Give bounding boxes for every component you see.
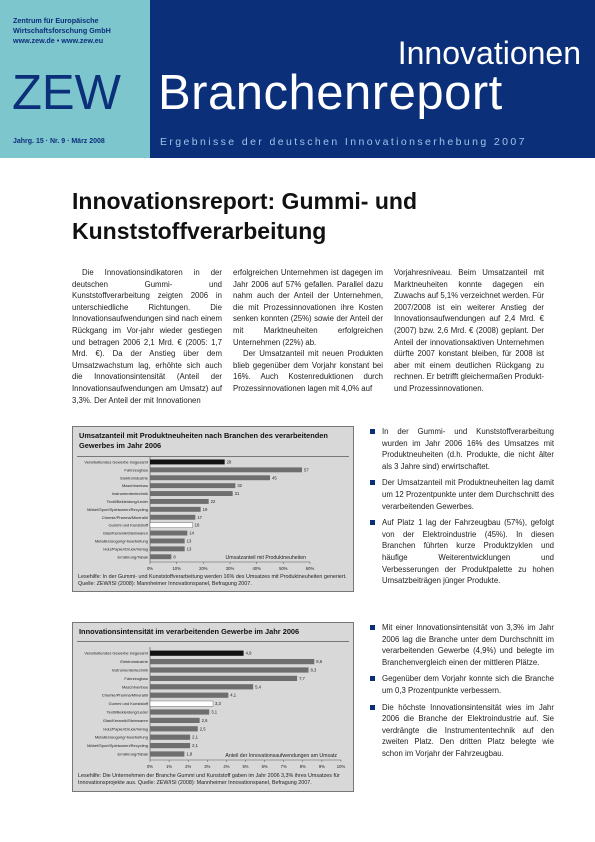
category-label: Gummi und Kunststoff <box>108 701 148 707</box>
bar <box>150 651 244 656</box>
series-small: Innovationen <box>397 35 581 71</box>
bar-value-label: 2,1 <box>192 743 198 749</box>
bar-value-label: 32 <box>237 483 243 489</box>
bar-value-label: 7,7 <box>299 675 305 681</box>
category-label: Holz/Papier/Druck/Verlag <box>103 726 148 732</box>
bar <box>150 726 198 731</box>
bar-value-label: 28 <box>226 459 232 465</box>
bar <box>150 667 309 672</box>
bar <box>150 743 190 748</box>
bar <box>150 539 185 544</box>
bar <box>150 546 185 551</box>
bar <box>150 499 209 504</box>
bar-value-label: 8 <box>173 554 176 560</box>
bar-value-label: 14 <box>189 530 195 536</box>
bar <box>150 475 270 480</box>
body-column-3 <box>394 267 544 395</box>
bar-value-label: 31 <box>234 491 240 497</box>
category-label: Glas/Keramik/Steinwaren <box>102 530 148 536</box>
x-tick-label: 9% <box>318 764 325 769</box>
bar-value-label: 1,8 <box>186 751 193 757</box>
x-tick-label: 2% <box>185 764 192 769</box>
category-label: Verarbeitendes Gewerbe insgesamt <box>84 650 148 656</box>
category-label: Metallerzeugung/-bearbeitung <box>94 538 148 544</box>
bar-value-label: 5,4 <box>255 684 261 690</box>
bar-value-label: 2,6 <box>201 717 208 723</box>
bar-value-label: 57 <box>304 467 309 473</box>
category-label: Holz/Papier/Druck/Verlag <box>103 546 148 552</box>
bar <box>150 735 190 740</box>
bar <box>150 523 193 528</box>
x-tick-label: 40% <box>252 566 261 571</box>
category-label: Verarbeitendes Gewerbe insgesamt <box>84 459 148 465</box>
institute-line: Wirtschaftsforschung GmbH <box>13 26 111 35</box>
bar <box>150 531 187 536</box>
page-title: Innovationsreport: Gummi- und Kunststoffverarbeitung <box>72 188 417 244</box>
x-tick-label: 6% <box>261 764 268 769</box>
x-axis-label: Umsatzanteil mit Produktneuheiten <box>225 555 306 561</box>
institute-line: Zentrum für Europäische <box>13 16 99 25</box>
bullet-item: Gegenüber dem Vorjahr konnte sich die Branche um 0,3 Prozentpunkte verbessern. <box>370 673 554 696</box>
bar <box>150 483 235 488</box>
chart-1-box <box>72 426 354 592</box>
issue-info: Jahrg. 15 · Nr. 9 · März 2008 <box>13 138 105 145</box>
category-label: Elektroindustrie <box>120 475 148 481</box>
bar-value-label: 13 <box>186 546 192 552</box>
category-label: Chemie/Pharma/Mineralöl <box>101 692 148 698</box>
institute-info <box>13 16 111 46</box>
bar-value-label: 8,6 <box>316 659 323 665</box>
x-tick-label: 4% <box>223 764 230 769</box>
bar-value-label: 8,3 <box>310 667 317 673</box>
bar-value-label: 13 <box>186 538 192 544</box>
paragraph: Der Umsatzanteil mit neuen Produkten blieb gegenüber dem Vorjahr konstant bei 16%. Auch Kostenreduktionen durch Prozessinnovationen lagen mit 4,0% auf <box>233 349 383 393</box>
category-label: Glas/Keramik/Steinwaren <box>102 717 148 723</box>
bar-value-label: 4,1 <box>230 692 237 698</box>
bar <box>150 515 195 520</box>
category-label: Möbel/Sport/Spielwaren/Recycling <box>87 743 148 749</box>
bullet-item: Mit einer Innovationsintensität von 3,3% im Jahr 2006 lag die Branche unter dem Durchschnitt im verarbeitenden Gewerbe (4,9%) und belegte im Branchenvergleich einen der mittleren Plätze. <box>370 622 554 668</box>
x-tick-label: 7% <box>280 764 287 769</box>
chart-2-box <box>72 622 354 792</box>
category-label: Instrumententechnik <box>111 491 148 497</box>
bullet-item: Der Umsatzanteil mit Produktneuheiten lag damit um 12 Prozentpunkte unter dem Durchschnitt des verarbeitenden Gewerbes. <box>370 477 554 512</box>
x-tick-label: 20% <box>199 566 208 571</box>
bar <box>150 676 297 681</box>
x-tick-label: 10% <box>336 764 346 769</box>
bar-value-label: 16 <box>194 522 200 528</box>
bar-value-label: 3,3 <box>215 701 221 707</box>
chart-1-title: Umsatzanteil mit Produktneuheiten nach Branchen des verarbeitenden Gewerbes im Jahr 2006 <box>79 431 328 450</box>
body-column-2 <box>233 267 383 395</box>
bar <box>150 507 201 512</box>
chart-2-title: Innovationsintensität im verarbeitenden Gewerbe im Jahr 2006 <box>79 627 300 636</box>
category-label: Chemie/Pharma/Mineralöl <box>101 514 148 520</box>
bullet-item: Die höchste Innovationsintensität wies im Jahr 2006 die Branche der Elektroindustrie auf. Sie verdrängte die Instrumententechnik auf den zweiten Platz. Den dritten Platz belegte wie schon im Vorjahr der Fahrzeugbau. <box>370 702 554 760</box>
chart-2-svg <box>73 643 353 772</box>
x-tick-label: 0% <box>146 764 154 769</box>
bar-value-label: 2,5 <box>199 726 206 732</box>
category-label: Fahrzeugbau <box>124 467 148 473</box>
category-label: Metallerzeugung/-bearbeitung <box>94 734 148 740</box>
bar-value-label: 22 <box>210 498 216 504</box>
bar <box>150 751 184 756</box>
body-column-1 <box>72 267 222 406</box>
bar-value-label: 4,9 <box>245 650 252 656</box>
subheading: Ergebnisse der deutschen Innovationserhebung 2007 <box>160 136 527 148</box>
bar <box>150 693 228 698</box>
paragraph: erfolgreichen Unternehmen ist dagegen im Jahr 2006 auf 57% gefallen. Parallel dazu nahm auch der Anteil der Unternehmen, die mit Prozessinnovationen ihre Kosten senken konnten (25%) sowie der Anteil der mit Marktneuheiten erfolgreichen Unternehmen (22%) ab. <box>233 268 383 347</box>
divider <box>77 641 349 642</box>
bullet-item: Auf Platz 1 lag der Fahrzeugbau (57%), gefolgt von der Elektroindustrie (45%). In diesen Branchen führten kurze Produktzyklen und häufige Weiterentwicklungen und Verbesserungen der Produktpalette zu hohen Umsatzbeiträgen jünger Produkte. <box>370 517 554 587</box>
paragraph: Die Innovationsindikatoren in der deutschen Gummi- und Kunststoffverarbeitung zeigten 2006 in unterschiedliche Richtungen. Die Innovationsaufwendungen sind nach einem Rückgang im Vor-jahr wieder gestiegen und betragen 2006 2,1 Mrd. € (2005: 1,7 Mrd. €). Da der Anstieg über dem Umsatzwachstum lag, erhöhte sich auch die Innovationsintensität (Anteil der Innovationsaufwendungen am Umsatz) auf 3,3%. Der Anteil der mit Innovationen <box>72 268 222 405</box>
category-label: Instrumententechnik <box>111 667 148 673</box>
x-tick-label: 60% <box>305 566 315 571</box>
institute-url: www.zew.de • www.zew.eu <box>13 36 104 45</box>
bar-value-label: 17 <box>197 514 203 520</box>
series-large: Branchenreport <box>158 66 503 120</box>
category-label: Maschinenbau <box>121 483 148 489</box>
category-label: Textil/Bekleidung/Leder <box>106 709 148 715</box>
x-tick-label: 50% <box>279 566 288 571</box>
category-label: Ernährung/Tabak <box>117 751 148 757</box>
bar-value-label: 3,1 <box>211 709 218 715</box>
chart-1-caption: Lesehilfe: In der Gummi- und Kunststoffverarbeitung werden 16% des Umsatzes mit Produktneuheiten generiert. Quelle: ZEW/ISI (2008): Mannheimer Innovationspanel, Befragung 2007. <box>78 574 347 587</box>
category-label: Ernährung/Tabak <box>117 554 148 560</box>
paragraph: Vorjahresniveau. Beim Umsatzanteil mit Marktneuheiten konnte dagegen ein Zuwachs auf 5,1% verzeichnet werden. Für 2007/2008 ist ein weiterer Anstieg der Innovationsaufwendungen auf 2,4 Mrd. € (2007) bzw. 2,6 Mrd. € (2008) geplant. Der Anteil der innovationsaktiven Unternehmen dürfte 2007 konstant bleiben, für 2008 ist aber mit einem deutlichen Rückgang zu rechnen. Er betrifft gleichermaßen Produkt- und Prozessinnovationen. <box>394 268 544 393</box>
bar <box>150 718 200 723</box>
category-label: Maschinenbau <box>121 684 148 690</box>
chart-1-svg <box>73 457 353 573</box>
chart-2-caption: Lesehilfe: Die Unternehmen der Branche Gummi und Kunststoff gaben im Jahr 2006 3,3% ihres Umsatzes für Innovationsprojekte aus. Quelle: ZEW/ISI (2008): Mannheimer Innovationspanel, Befragung 2007. <box>78 773 340 786</box>
category-label: Gummi und Kunststoff <box>108 522 148 528</box>
zew-logo: ZEW <box>12 66 121 120</box>
category-label: Textil/Bekleidung/Leder <box>106 498 148 504</box>
category-label: Möbel/Sport/Spielwaren/Recycling <box>87 506 148 512</box>
bullet-list-2 <box>370 622 554 765</box>
bar <box>150 659 314 664</box>
bar <box>150 709 209 714</box>
bar-value-label: 45 <box>272 475 277 481</box>
category-label: Elektroindustrie <box>120 659 148 665</box>
x-tick-label: 10% <box>172 566 181 571</box>
x-tick-label: 1% <box>166 764 173 769</box>
x-tick-label: 5% <box>242 764 249 769</box>
bar <box>150 491 233 496</box>
x-tick-label: 8% <box>299 764 306 769</box>
category-label: Fahrzeugbau <box>124 675 148 681</box>
x-tick-label: 0% <box>146 566 154 571</box>
bullet-list-1 <box>370 426 554 592</box>
x-tick-label: 3% <box>204 764 211 769</box>
bar <box>150 467 302 472</box>
bar <box>150 554 171 559</box>
bar <box>150 701 213 706</box>
bar <box>150 460 225 465</box>
bullet-item: In der Gummi- und Kunststoffverarbeitung wurden im Jahr 2006 16% des Umsatzes mit Produktneuheiten (d.h. Produkte, die nicht älter als 3 Jahre sind) erwirtschaftet. <box>370 426 554 472</box>
x-tick-label: 30% <box>225 566 235 571</box>
bar-value-label: 19 <box>202 506 208 512</box>
bar-value-label: 2,1 <box>192 734 198 740</box>
x-axis-label: Anteil der Innovationsaufwendungen am Umsatz <box>225 753 337 759</box>
bar <box>150 684 253 689</box>
